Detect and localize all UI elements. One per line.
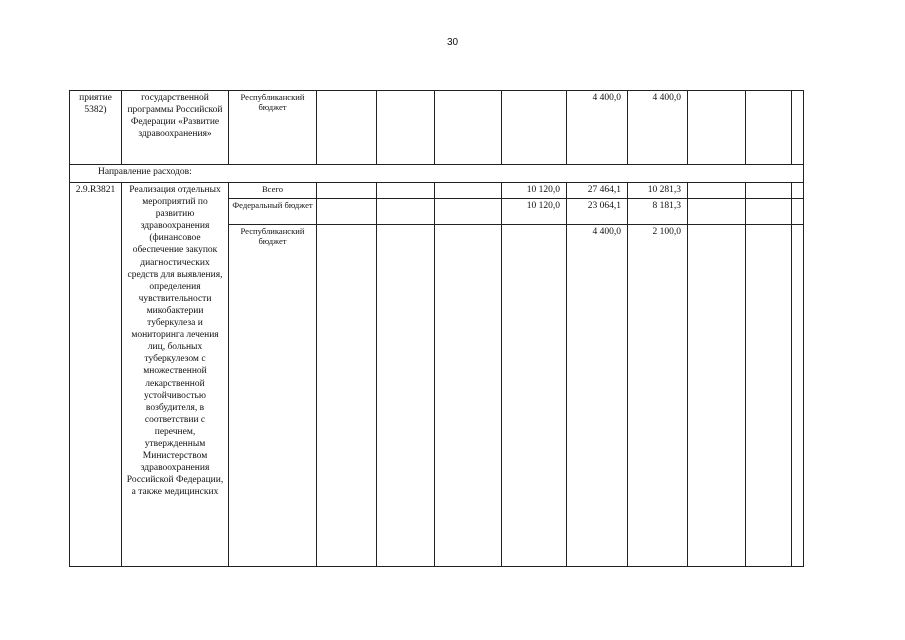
table-cell (792, 165, 804, 183)
row-value-col7 (502, 225, 567, 567)
row-value-col9: 10 281,3 (628, 183, 688, 199)
table-cell (502, 91, 567, 165)
table-cell (435, 165, 502, 183)
table-cell (377, 183, 435, 199)
table-cell (377, 199, 435, 225)
row-value-col7: 10 120,0 (502, 199, 567, 225)
table-cell (502, 165, 567, 183)
table-cell (746, 199, 792, 225)
row-source: Всего (229, 183, 317, 199)
measure-code: 2.9.R3821 (70, 183, 122, 567)
row-value-col8: 23 064,1 (567, 199, 628, 225)
row-value-col7: 10 120,0 (502, 183, 567, 199)
row-source: Республиканский бюджет (229, 225, 317, 567)
table-cell (792, 225, 804, 567)
row-source: Республиканский бюджет (229, 91, 317, 165)
table-cell (435, 225, 502, 567)
table-cell (377, 91, 435, 165)
table-row-continued (70, 91, 804, 165)
row-code: приятие 5382) (70, 91, 122, 165)
table-cell (746, 183, 792, 199)
table-cell (377, 165, 435, 183)
table-cell (792, 183, 804, 199)
table-cell (688, 225, 746, 567)
measure-name: Реализация отдельных мероприятий по развитию здравоохранения (финансовое обеспечение закупок диагностических средств для выявления, определения чувствительности микобактерии туберкулеза и мониторинга лечения лиц, больных туберкулезом с множественной лекарственной устойчивостью возбудителя, в соответствии с перечнем, утвержденным Министерством здравоохранения Российской Федерации, а также медицинских (122, 183, 229, 567)
row-name: государственной программы Российской Федерации «Развитие здравоохранения» (122, 91, 229, 165)
table-cell (746, 165, 792, 183)
table-cell (435, 199, 502, 225)
section-header-row (70, 165, 804, 183)
table-cell (435, 91, 502, 165)
table-cell (688, 183, 746, 199)
table-cell (377, 225, 435, 567)
page-number: 30 (446, 37, 459, 48)
table-cell (317, 225, 377, 567)
row-value-col8: 4 400,0 (567, 225, 628, 567)
row-value-col9: 4 400,0 (628, 91, 688, 165)
row-value-col8: 27 464,1 (567, 183, 628, 199)
table-cell (792, 91, 804, 165)
row-value-col9: 8 181,3 (628, 199, 688, 225)
table-row-total (70, 183, 804, 199)
table-cell (435, 183, 502, 199)
table-cell (628, 165, 688, 183)
table-cell (746, 225, 792, 567)
table-cell (567, 165, 628, 183)
table-cell (317, 199, 377, 225)
table-cell (688, 165, 746, 183)
table-cell (688, 199, 746, 225)
row-source: Федеральный бюджет (229, 199, 317, 225)
table-cell (317, 91, 377, 165)
table-cell (317, 183, 377, 199)
table-cell (317, 165, 377, 183)
row-value-col9: 2 100,0 (628, 225, 688, 567)
table-cell (746, 91, 792, 165)
table-cell (229, 165, 317, 183)
row-value-col8: 4 400,0 (567, 91, 628, 165)
budget-table (69, 90, 804, 567)
table-cell (792, 199, 804, 225)
section-header: Направление расходов: (70, 165, 229, 183)
table-cell (688, 91, 746, 165)
